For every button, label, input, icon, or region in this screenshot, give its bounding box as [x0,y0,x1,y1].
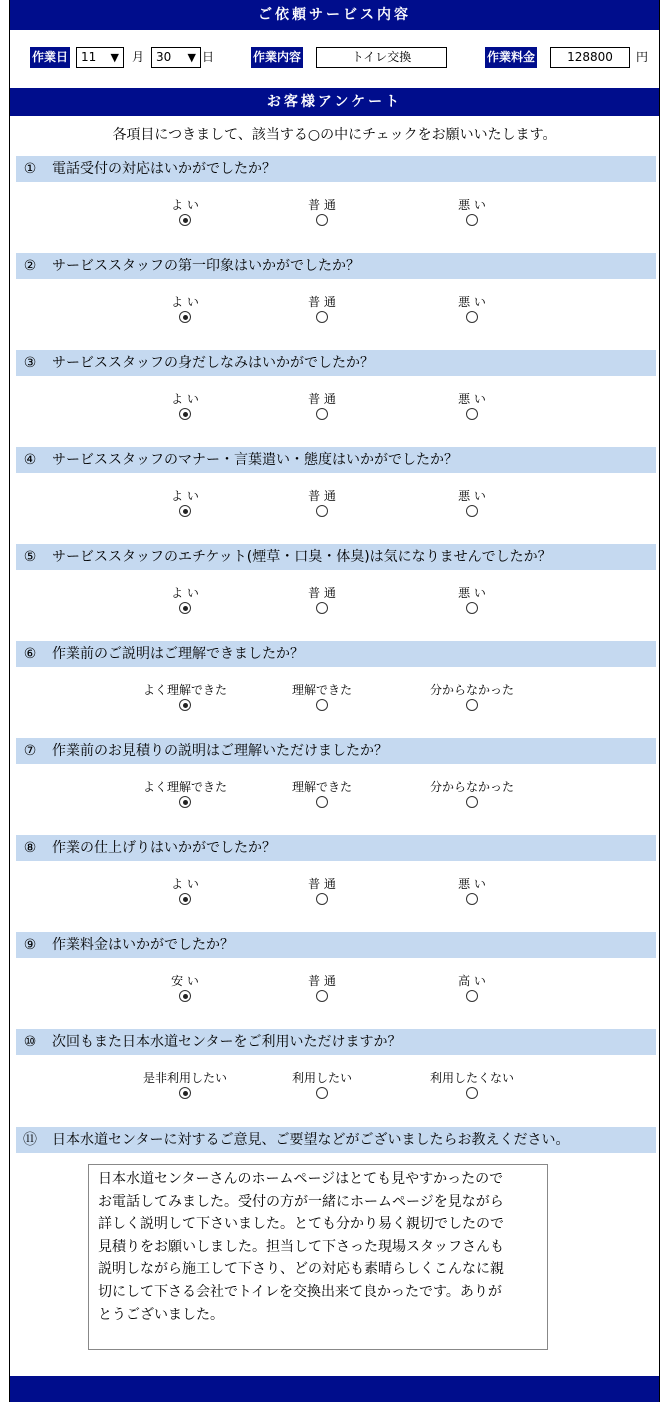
answer-radio-button[interactable] [179,1087,191,1099]
answer-option [125,682,245,711]
answer-option-label: 普 通 [308,392,336,406]
service-section-title: ご依頼サービス内容 [10,0,659,30]
answer-option [125,779,245,808]
answer-radio-button[interactable] [179,893,191,905]
answer-option [262,1070,382,1099]
month-value: 11 [81,50,97,64]
question-header [16,156,656,182]
question-text: 作業前のご説明はご理解できましたか？ [52,646,304,662]
question-number: ⑩ [23,1034,37,1050]
answer-option [262,294,382,323]
question-header [16,544,656,570]
answer-radio-button[interactable] [466,408,478,420]
survey-section-title: お客様アンケート [10,88,659,116]
answer-option [125,585,245,614]
answer-option [412,682,532,711]
dropdown-arrow-icon: ▼ [110,51,119,64]
answer-option-label: 分からなかった [429,683,514,697]
question-header [16,641,656,667]
footer-bar [10,1376,659,1402]
answer-radio-button[interactable] [466,893,478,905]
question-number: ⑦ [23,743,37,759]
answer-radio-button[interactable] [466,1087,478,1099]
answer-option-label: よ い [171,392,199,406]
answer-option-label: 分からなかった [429,780,514,794]
answer-option-label: 安 い [171,974,199,988]
answer-option-label: よく理解できた [142,780,227,794]
answer-radio-button[interactable] [316,1087,328,1099]
answer-radio-button[interactable] [466,311,478,323]
answer-option-label: よ い [171,489,199,503]
answer-option-label: よ い [171,586,199,600]
answer-radio-button[interactable] [316,408,328,420]
answer-radio-button[interactable] [316,214,328,226]
answer-radio-button[interactable] [466,602,478,614]
answer-radio-button[interactable] [316,893,328,905]
answer-option-label: 悪 い [458,198,486,212]
answer-option [412,585,532,614]
day-value: 30 [156,50,172,64]
answer-option-label: 悪 い [458,877,486,891]
answer-option [262,197,382,226]
work-fee-label: 作業料金 [485,47,537,68]
fee-unit: 円 [636,50,649,64]
question-number: ⑥ [23,646,37,662]
answer-option [125,973,245,1002]
answer-option [125,876,245,905]
answer-option [412,973,532,1002]
answer-option [412,779,532,808]
work-content-field[interactable]: トイレ交換 [316,47,447,68]
question-number: ④ [23,452,37,468]
day-unit: 日 [202,50,215,64]
answer-option [262,585,382,614]
comment-line: お電話してみました。受付の方が一緒にホームページを見ながら [98,1193,504,1210]
answer-option [125,488,245,517]
question-text: 作業前のお見積りの説明はご理解いただけましたか？ [52,743,388,759]
answer-option-label: よ い [171,198,199,212]
answer-option [412,391,532,420]
answer-option [412,1070,532,1099]
answer-option [262,973,382,1002]
form-frame [9,0,660,1402]
answer-option-label: 普 通 [308,489,336,503]
answer-radio-button[interactable] [179,214,191,226]
day-select[interactable] [151,47,201,68]
answer-option-label: 高 い [458,974,486,988]
answer-radio-button[interactable] [466,699,478,711]
answer-radio-button[interactable] [316,602,328,614]
answer-option [125,391,245,420]
answer-option [262,488,382,517]
answer-option-label: よ い [171,295,199,309]
answer-option-label: 普 通 [308,974,336,988]
answer-option [262,779,382,808]
answer-option-label: 悪 い [458,489,486,503]
answer-option [262,391,382,420]
answer-radio-button[interactable] [179,796,191,808]
question-number: ⑤ [23,549,37,565]
answer-option-label: 普 通 [308,586,336,600]
comment-line: とうございました。 [98,1306,224,1323]
answer-option-label: 利用したくない [429,1071,514,1085]
question-header [16,1029,656,1055]
question-number: ⑪ [23,1132,37,1148]
question-text: 作業料金はいかがでしたか？ [52,937,234,953]
answer-option-label: よ い [171,877,199,891]
work-date-label: 作業日 [30,47,70,68]
answer-radio-button[interactable] [179,311,191,323]
question-text: 次回もまた日本水道センターをご利用いただけますか？ [52,1034,402,1050]
answer-option [412,876,532,905]
comment-line: 見積りをお願いしました。担当して下さった現場スタッフさんも [98,1238,504,1255]
question-header [16,835,656,861]
answer-radio-button[interactable] [316,699,328,711]
answer-radio-button[interactable] [316,796,328,808]
question-text: サービススタッフの第一印象はいかがでしたか？ [52,258,360,274]
answer-radio-button[interactable] [466,796,478,808]
month-unit: 月 [132,50,145,64]
answer-radio-button[interactable] [179,602,191,614]
answer-option-label: 是非利用したい [142,1071,227,1085]
answer-option [412,488,532,517]
comment-line: 説明しながら施工して下さり、どの対応も素晴らしくこんなに親 [98,1261,504,1278]
question-text: サービススタッフの身だしなみはいかがでしたか？ [52,355,374,371]
question-header [16,350,656,376]
answer-option-label: よく理解できた [142,683,227,697]
work-content-label: 作業内容 [251,47,303,68]
answer-radio-button[interactable] [316,990,328,1002]
question-number: ① [23,161,37,177]
question-text: 電話受付の対応はいかがでしたか？ [52,161,276,177]
answer-option-label: 悪 い [458,586,486,600]
question-header [16,447,656,473]
question-text: サービススタッフのマナー・言葉遣い・態度はいかがでしたか？ [52,452,458,468]
answer-option-label: 理解できた [291,683,352,697]
answer-option [412,294,532,323]
answer-option-label: 普 通 [308,877,336,891]
question-text: 作業の仕上げりはいかがでしたか？ [52,840,276,856]
comment-line: 切にして下さる会社でトイレを交換出来て良かったです。ありが [98,1283,502,1300]
answer-radio-button[interactable] [316,311,328,323]
answer-option-label: 普 通 [308,295,336,309]
answer-option-label: 利用したい [291,1071,352,1085]
question-number: ③ [23,355,37,371]
answer-radio-button[interactable] [179,408,191,420]
month-select[interactable] [76,47,124,68]
question-header [16,253,656,279]
comment-line: 詳しく説明して下さいました。とても分かり易く親切でしたので [98,1216,504,1233]
question-text: 日本水道センターに対するご意見、ご要望などがございましたらお教えください。 [52,1132,570,1148]
answer-option [262,876,382,905]
answer-option-label: 普 通 [308,198,336,212]
question-number: ⑨ [23,937,37,953]
question-header [16,932,656,958]
answer-option [125,294,245,323]
survey-instructions: 各項目につきまして、該当する○の中にチェックをお願いいたします。 [112,127,557,143]
comment-question-header [16,1127,656,1153]
comment-line: 日本水道センターさんのホームページはとても見やすかったので [98,1171,504,1187]
answer-radio-button[interactable] [466,990,478,1002]
question-text: サービススタッフのエチケット(煙草・口臭・体臭)は気になりませんでしたか？ [52,549,552,565]
answer-radio-button[interactable] [179,505,191,517]
dropdown-arrow-icon: ▼ [187,51,196,64]
answer-option-label: 悪 い [458,392,486,406]
work-fee-field[interactable]: 128800 [550,47,630,68]
answer-option [125,197,245,226]
answer-option [412,197,532,226]
answer-option [262,682,382,711]
answer-option-label: 理解できた [291,780,352,794]
answer-option-label: 悪 い [458,295,486,309]
answer-option [125,1070,245,1099]
answer-radio-button[interactable] [466,505,478,517]
question-header [16,738,656,764]
answer-radio-button[interactable] [179,699,191,711]
question-number: ⑧ [23,840,37,856]
question-number: ② [23,258,37,274]
answer-radio-button[interactable] [466,214,478,226]
comment-textarea[interactable] [88,1164,548,1350]
answer-radio-button[interactable] [316,505,328,517]
answer-radio-button[interactable] [179,990,191,1002]
